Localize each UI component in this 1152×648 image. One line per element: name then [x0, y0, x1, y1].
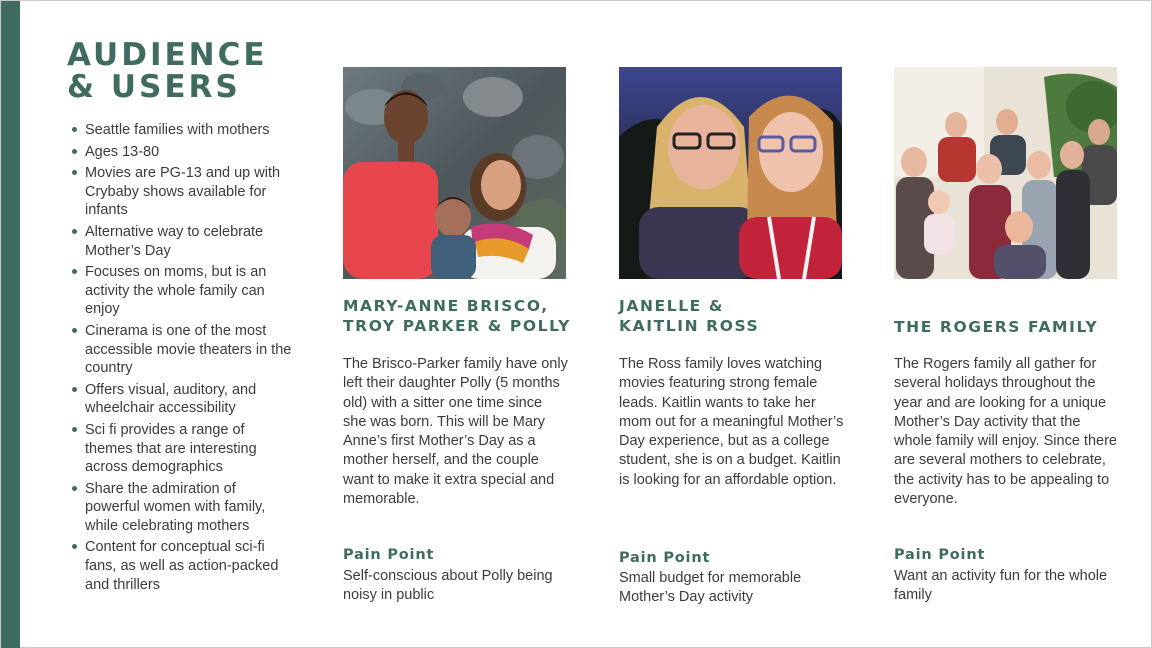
bullet-item: Ages 13-80 [71, 143, 293, 162]
persona-description: The Ross family loves watching movies featuring strong female leads. Kaitlin wants to take her mom out for a meaningful Mother’s Day experience, but as a college student, she is on a budget. Kaitlin is looking for an affordable option. [619, 356, 844, 488]
bullet-item: Focuses on moms, but is an activity the whole family can enjoy [71, 263, 293, 319]
accent-sidebar [1, 1, 20, 648]
title-line-1: AUDIENCE [67, 37, 268, 73]
bullet-item: Sci fi provides a range of themes that are interesting across demographics [71, 421, 293, 477]
persona-description: The Brisco-Parker family have only left their daughter Polly (5 months old) with a sitter one time since she was born. This will be Mary Anne’s first Mother’s Day as a mother herself, and the couple want to make it extra special and memorable. [343, 356, 568, 508]
audience-bullet-list [71, 121, 293, 597]
persona-photo-ross [619, 67, 842, 279]
pain-point-text: Self-conscious about Polly being noisy in public [343, 568, 553, 604]
persona-name: MARY-ANNE BRISCO, TROY PARKER & POLLY [343, 297, 571, 335]
persona-photo-rogers [894, 67, 1117, 279]
pain-point-text: Want an activity fun for the whole family [894, 568, 1108, 604]
pain-point-label: Pain Point [894, 547, 986, 563]
persona-card-ross [619, 67, 844, 606]
title-line-2: & USERS [67, 69, 241, 105]
pain-point-text: Small budget for memorable Mother’s Day activity [619, 570, 802, 606]
pain-point-label: Pain Point [343, 547, 435, 563]
persona-description: The Rogers family all gather for several holidays throughout the year and are looking for a unique Mother’s Day activity that the whole family will enjoy. Since there are several mothers to celebrate, the activity has to be appealing to everyone. [894, 356, 1117, 508]
bullet-item: Cinerama is one of the most accessible movie theaters in the country [71, 322, 293, 378]
persona-name: JANELLE & KAITLIN ROSS [619, 297, 760, 335]
bullet-item: Seattle families with mothers [71, 121, 293, 140]
bullet-item: Alternative way to celebrate Mother’s Day [71, 223, 293, 260]
bullet-item: Movies are PG-13 and up with Crybaby shows available for infants [71, 164, 293, 220]
bullet-item: Offers visual, auditory, and wheelchair accessibility [71, 381, 293, 418]
persona-card-brisco-parker [343, 67, 571, 604]
pain-point-label: Pain Point [619, 550, 711, 566]
persona-photo-brisco-parker [343, 67, 566, 279]
bullet-item: Share the admiration of powerful women with family, while celebrating mothers [71, 480, 293, 536]
page-title [67, 39, 268, 103]
bullet-item: Content for conceptual sci-fi fans, as well as action-packed and thrillers [71, 538, 293, 594]
persona-name: THE ROGERS FAMILY [894, 318, 1099, 336]
persona-card-rogers [894, 67, 1118, 604]
